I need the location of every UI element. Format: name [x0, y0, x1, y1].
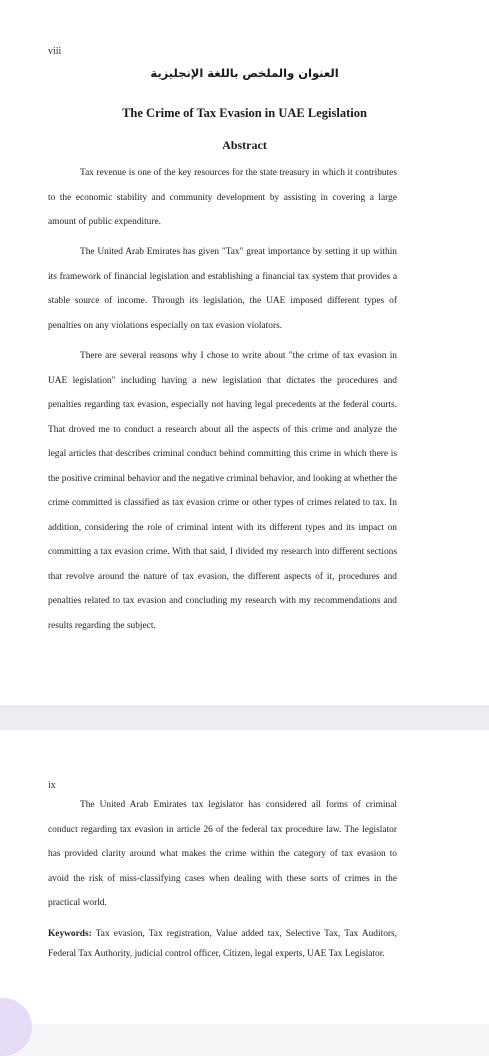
abstract-paragraph-2: The United Arab Emirates has given "Tax" great importance by setting it up within its framework of financial legislation and establishing a financial tax system that provides a stable source of income. Through its legislation, the UAE imposed different types of penalties on any violations especially on tax evasion violators.: [48, 247, 397, 331]
page-number: ix: [48, 780, 56, 791]
abstract-paragraph-1: Tax revenue is one of the key resources for the state treasury in which it contributes to the economic stability and community development by assisting in covering a large amount of public expenditure.: [48, 168, 397, 227]
keywords-label: Keywords:: [48, 929, 92, 939]
thesis-title: The Crime of Tax Evasion in UAE Legislation: [122, 106, 367, 120]
keywords: [48, 925, 397, 964]
document-page-ix: [0, 730, 489, 1024]
abstract-heading: Abstract: [222, 138, 267, 152]
keywords-list: Tax evasion, Tax registration, Value added tax, Selective Tax, Tax Auditors, Federal Tax Authority, judicial control officer, Citizen, legal experts, UAE Tax Legislator.: [48, 929, 397, 959]
page-separator: [0, 705, 489, 730]
page-number: viii: [48, 46, 62, 57]
arabic-section-title: العنوان والملخص باللغة الإنجليزية: [150, 66, 339, 80]
abstract-paragraph-4: The United Arab Emirates tax legislator has considered all forms of criminal conduct regarding tax evasion in article 26 of the federal tax procedure law. The legislator has provided clarity around what makes the crime within the category of tax evasion to avoid the risk of miss-classifying cases when dealing with these sorts of crimes in the practical world.: [48, 800, 397, 908]
abstract-paragraph-3: There are several reasons why I chose to write about "the crime of tax evasion in UAE legislation" including having a new legislation that dictates the procedures and penalties regarding tax evasion, especially not having legal precedents at the federal courts. That droved me to conduct a research about all the aspects of this crime and analyze the legal articles that describes criminal conduct behind committing this crime in which there is the positive criminal behavior and the negative criminal behavior, and looking at whether the crime committed is classified as tax evasion crime or other types of crimes related to tax. In addition, considering the role of criminal intent with its different types and its impact on committing a tax evasion crime. With that said, I divided my research into different sections that revolve around the nature of tax evasion, the different aspects of it, procedures and penalties related to tax evasion and concluding my research with my recommendations and results regarding the subject.: [48, 351, 397, 631]
